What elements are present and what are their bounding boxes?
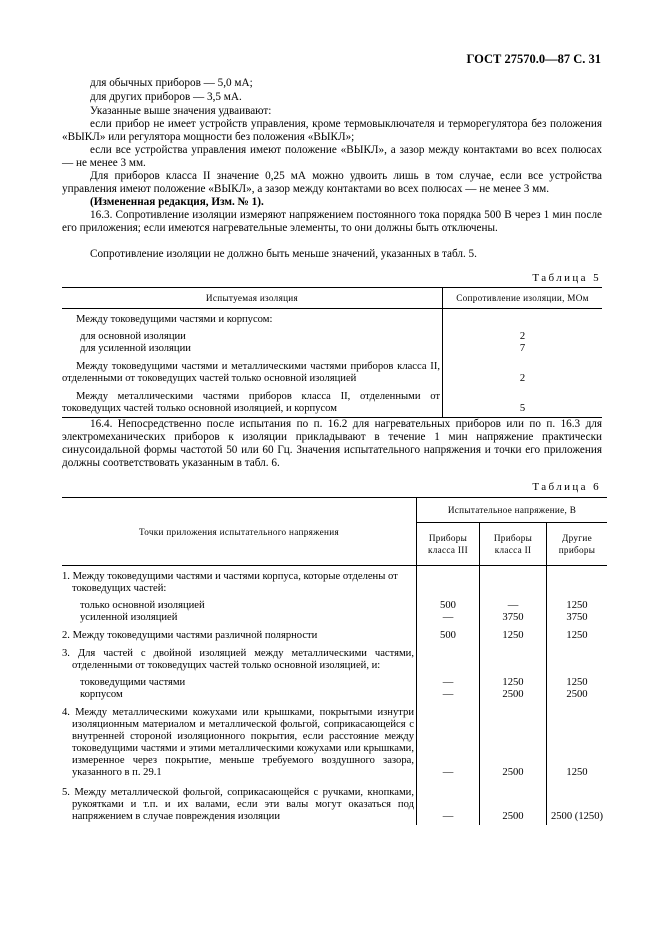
table6-header-group: Испытательное напряжение, В bbox=[417, 498, 608, 523]
table-row-label: Между токоведущими частями и корпусом: bbox=[62, 309, 443, 327]
table-cell-value: 2500 bbox=[480, 779, 547, 825]
table-cell-value: 1250 bbox=[566, 767, 588, 778]
table-cell-value: — bbox=[417, 689, 480, 701]
table-row-label: Между токоведущими частями и металлическими частями приборов класса II, отделенными от токоведущих частей только основной изоляцией bbox=[62, 355, 443, 385]
table-row-label: токоведущими частями bbox=[62, 672, 417, 689]
table-cell-value: 1250 bbox=[480, 672, 547, 689]
table-row-label: 4. Между металлическими кожухами или крышками, покрытыми изнутри изоляционным материалом и металлической фольгой, соприкасающейся с внутренней стороной изоляционного покрытия, если расстояние между токоведущими частями и этими металлическими кожухами или крышками, измеренное через покрытие, меньше требуемого воздушного зазора, указанного в п. 29.1 bbox=[62, 701, 417, 779]
table-cell-value: 1250 bbox=[566, 630, 588, 641]
table6-header-col1: Точки приложения испытательного напряжения bbox=[62, 498, 417, 566]
table-row-label: усиленной изоляцией bbox=[62, 612, 417, 624]
table-cell-value: 2 bbox=[519, 331, 526, 342]
table-cell-value: 1250 bbox=[566, 677, 588, 688]
table-cell-value: 2500 bbox=[480, 689, 547, 701]
table-row-label: 3. Для частей с двойной изоляцией между металлическими частями, отделенными от токоведущих частей только основной изоляцией, и: bbox=[62, 642, 417, 672]
table-cell-value: 3750 bbox=[566, 612, 588, 623]
table-cell-value: — bbox=[480, 595, 547, 612]
table-row-label: 2. Между токоведущими частями различной полярности bbox=[62, 624, 417, 642]
paragraph: если все устройства управления имеют положение «ВЫКЛ», а зазор между контактами во всех полюсах — не менее 3 мм. bbox=[62, 144, 602, 169]
table-cell-value: — bbox=[417, 779, 480, 825]
table-cell-value: 1250 bbox=[566, 600, 588, 611]
table-cell-value: 2 bbox=[519, 373, 526, 384]
table-cell-value: 2500 (1250) bbox=[550, 811, 604, 822]
table5-caption: Таблица 5 bbox=[532, 272, 601, 284]
paragraph: Для приборов класса II значение 0,25 мА можно удвоить лишь в том случае, если все устройства управления имеют положение «ВЫКЛ», а зазор между контактами во всех полюсах — не менее 3 мм. bbox=[62, 170, 602, 195]
table-cell-value: 500 bbox=[417, 595, 480, 612]
text-line: Указанные выше значения удваивают: bbox=[90, 105, 272, 117]
table5-header-col1: Испытуемая изоляция bbox=[62, 288, 443, 309]
table-5 bbox=[62, 287, 602, 418]
amendment-note: (Измененная редакция, Изм. № 1). bbox=[90, 196, 264, 208]
table-cell-value: 7 bbox=[519, 343, 526, 354]
table6-header-class2: Приборы класса II bbox=[480, 523, 547, 566]
table-cell-value: 5 bbox=[519, 403, 526, 414]
table-cell-value: 1250 bbox=[480, 624, 547, 642]
paragraph: 16.4. Непосредственно после испытания по п. 16.2 для нагревательных приборов или по п. 16.3 для электромеханических приборов к изоляции прикладывают в течение 1 мин напряжение практически синусоидальной формы частотой 50 или 60 Гц. Значения испытательного напряжения и точки его приложения должны соответствовать указанным в табл. 6. bbox=[62, 418, 602, 469]
table6-caption: Таблица 6 bbox=[532, 481, 601, 493]
table-row-label: 5. Между металлической фольгой, соприкасающейся с ручками, кнопками, рукоятками и т.п. и их валами, если эти валы могут оказаться под напряжением в случае повреждения изоляции bbox=[62, 779, 417, 825]
table-row-label: корпусом bbox=[62, 689, 417, 701]
table-cell-value: — bbox=[417, 701, 480, 779]
table-cell-value: 3750 bbox=[480, 612, 547, 624]
table-row-label: только основной изоляцией bbox=[62, 595, 417, 612]
table-row-label: 1. Между токоведущими частями и частями корпуса, которые отделены от токоведущих частей: bbox=[62, 566, 417, 596]
paragraph: Сопротивление изоляции не должно быть меньше значений, указанных в табл. 5. bbox=[90, 248, 477, 260]
running-header: ГОСТ 27570.0—87 С. 31 bbox=[466, 52, 601, 66]
table6-header-other: Другие приборы bbox=[558, 533, 596, 555]
table6-header-class3: Приборы класса III bbox=[417, 523, 480, 566]
table-cell-value: 2500 bbox=[480, 701, 547, 779]
table-cell-value: 2500 bbox=[566, 689, 588, 700]
table-row-label: Между металлическими частями приборов класса II, отделенными от токоведущих частей только основной изоляцией, и корпусом bbox=[62, 385, 443, 418]
table-cell-value: 500 bbox=[417, 624, 480, 642]
paragraph: если прибор не имеет устройств управления, кроме термовыключателя и терморегулятора без положения «ВЫКЛ» или регулятора мощности без положения «ВЫКЛ»; bbox=[62, 118, 602, 143]
table-row-label: для усиленной изоляции bbox=[62, 343, 443, 355]
table5-header-col2: Сопротивление изоляции, МОм bbox=[456, 293, 589, 303]
text-line: для обычных приборов — 5,0 мА; bbox=[90, 77, 253, 89]
table-cell-value: — bbox=[417, 612, 480, 624]
text-line: для других приборов — 3,5 мА. bbox=[90, 91, 242, 103]
paragraph: 16.3. Сопротивление изоляции измеряют напряжением постоянного тока порядка 500 В через 1 мин после его приложения; если имеются нагревательные элементы, то они должны быть отключены. bbox=[62, 209, 602, 234]
table-6 bbox=[62, 497, 607, 825]
table-row-label: для основной изоляции bbox=[62, 326, 443, 343]
table-cell-value: — bbox=[417, 672, 480, 689]
